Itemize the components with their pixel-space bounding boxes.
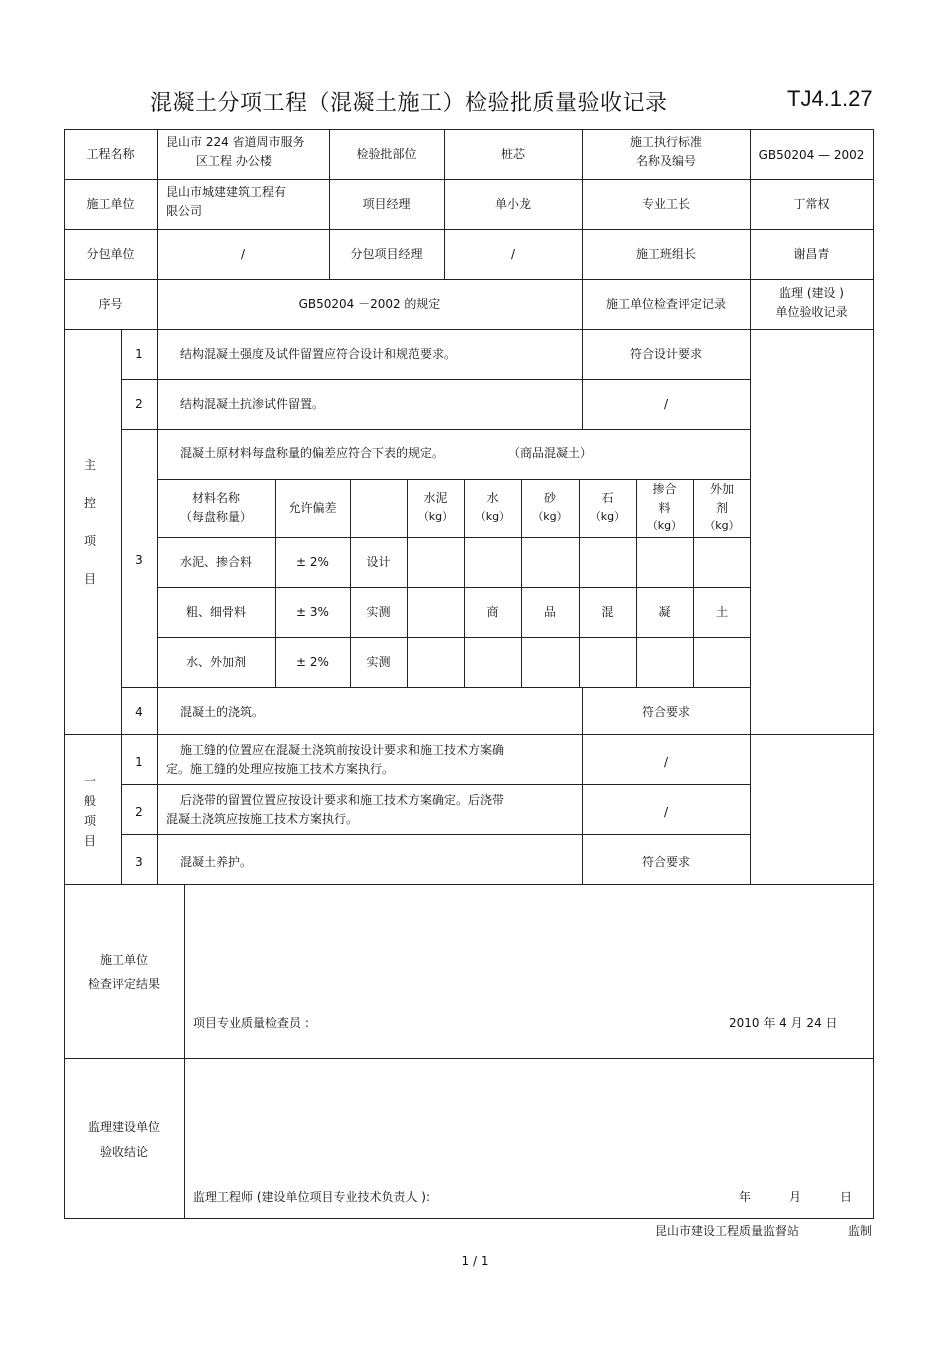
inspection-part-label: 检验批部位 bbox=[356, 147, 417, 161]
row1-name: 水泥、掺合料 bbox=[179, 555, 252, 569]
main-items-label-3: 项 bbox=[83, 534, 96, 548]
standard-label-line2: 名称及编号 bbox=[635, 154, 696, 168]
main-item1-no: 1 bbox=[135, 347, 143, 361]
supervisor-year: 年 bbox=[739, 1190, 752, 1204]
main-item3-no: 3 bbox=[135, 553, 143, 567]
general-item3-text: 混凝土养护。 bbox=[180, 855, 253, 869]
document-title: 混凝土分项工程（混凝土施工）检验批质量验收记录 bbox=[150, 91, 668, 116]
general-item2-result: / bbox=[663, 805, 669, 819]
col-material-line2: （每盘称量） bbox=[179, 510, 252, 524]
general-item1-no: 1 bbox=[135, 755, 143, 769]
row3-kind: 实测 bbox=[366, 655, 391, 669]
main-item2-no: 2 bbox=[135, 397, 143, 411]
subcontractor-label: 分包单位 bbox=[86, 247, 135, 261]
standard-value: GB50204 — 2002 bbox=[758, 148, 865, 162]
contractor-result-date: 2010 年 4 月 24 日 bbox=[729, 1016, 838, 1030]
row2-val-stone: 混 bbox=[601, 605, 614, 619]
contractor-result-label-line1: 施工单位 bbox=[99, 953, 148, 967]
general-items-label-1: 一 bbox=[83, 774, 96, 788]
general-items-label-2: 般 bbox=[83, 794, 96, 808]
main-item4-result: 符合要求 bbox=[641, 705, 690, 719]
main-item1-text: 结构混凝土强度及试件留置应符合设计和规范要求。 bbox=[180, 347, 457, 361]
supervision-station: 昆山市建设工程质量监督站 bbox=[655, 1224, 800, 1238]
general-item2-line2: 混凝土浇筑应按施工技术方案执行。 bbox=[166, 812, 359, 826]
supervision-label-line2: 单位验收记录 bbox=[775, 305, 848, 319]
pm-value: 单小龙 bbox=[494, 197, 531, 211]
project-name-line1: 昆山市 224 省道周市服务 bbox=[166, 135, 305, 149]
col-tolerance: 允许偏差 bbox=[288, 501, 337, 515]
sub-pm-value: / bbox=[510, 247, 516, 261]
page-number: 1 / 1 bbox=[461, 1254, 489, 1268]
row2-tol: ± 3% bbox=[296, 605, 329, 619]
general-item2-line1: 后浇带的留置位置应按设计要求和施工技术方案确定。后浇带 bbox=[180, 793, 505, 807]
contractor-result-label-line2: 检查评定结果 bbox=[87, 977, 160, 991]
row2-val-sand: 品 bbox=[543, 605, 556, 619]
supervising-engineer-label: 监理工程师 (建设单位项目专业技术负责人 ): bbox=[193, 1190, 431, 1204]
standard-label-line1: 施工执行标准 bbox=[629, 135, 702, 149]
general-item3-result: 符合要求 bbox=[641, 855, 690, 869]
inspection-part: 桩芯 bbox=[500, 147, 525, 161]
contractor-label: 施工单位 bbox=[86, 197, 135, 211]
row2-val-additive: 土 bbox=[715, 605, 728, 619]
pm-label: 项目经理 bbox=[362, 197, 411, 211]
check-record-label: 施工单位检查评定记录 bbox=[605, 297, 726, 311]
main-items-label-1: 主 bbox=[83, 458, 96, 472]
general-items-label-3: 项 bbox=[83, 814, 96, 828]
team-leader-value: 谢昌青 bbox=[793, 247, 830, 261]
row1-tol: ± 2% bbox=[296, 555, 329, 569]
row2-kind: 实测 bbox=[366, 605, 391, 619]
main-item3-note: （商品混凝土） bbox=[508, 446, 593, 460]
row3-name: 水、外加剂 bbox=[185, 655, 246, 669]
row2-name: 粗、细骨料 bbox=[185, 605, 246, 619]
main-item2-text: 结构混凝土抗渗试件留置。 bbox=[180, 397, 325, 411]
form-code: TJ4.1.27 bbox=[787, 86, 873, 111]
col-sand: 砂 bbox=[543, 491, 556, 505]
project-name-label: 工程名称 bbox=[86, 147, 135, 161]
general-items-label-4: 目 bbox=[83, 834, 96, 848]
row2-val-water: 商 bbox=[486, 605, 499, 619]
general-item1-line2: 定。施工缝的处理应按施工技术方案执行。 bbox=[166, 762, 395, 776]
made-by: 监制 bbox=[848, 1224, 873, 1238]
main-item4-no: 4 bbox=[135, 705, 143, 719]
col-sand-unit: （kg） bbox=[532, 510, 568, 523]
row3-tol: ± 2% bbox=[296, 655, 329, 669]
col-water: 水 bbox=[486, 491, 499, 505]
contractor-line1: 昆山市城建建筑工程有 bbox=[166, 185, 287, 199]
general-item1-line1: 施工缝的位置应在混凝土浇筑前按设计要求和施工技术方案确 bbox=[180, 743, 505, 757]
col-additive-line1: 外加 bbox=[709, 482, 734, 496]
supervisor-month: 月 bbox=[789, 1190, 802, 1204]
supervisor-result-label-line2: 验收结论 bbox=[99, 1145, 148, 1159]
general-item1-result: / bbox=[663, 755, 669, 769]
col-stone: 石 bbox=[601, 491, 614, 505]
foreman-value: 丁常权 bbox=[793, 197, 830, 211]
row2-val-admix: 凝 bbox=[658, 605, 671, 619]
general-item2-no: 2 bbox=[135, 805, 143, 819]
main-item1-result: 符合设计要求 bbox=[629, 347, 702, 361]
col-stone-unit: （kg） bbox=[589, 510, 626, 523]
regulation-label: GB50204 －2002 的规定 bbox=[298, 297, 441, 311]
col-cement: 水泥 bbox=[423, 491, 448, 505]
contractor-line2: 限公司 bbox=[166, 204, 203, 218]
col-additive-line2: 剂 bbox=[715, 501, 728, 515]
foreman-label: 专业工长 bbox=[641, 197, 690, 211]
col-material-line1: 材料名称 bbox=[191, 491, 240, 505]
main-items-label-2: 控 bbox=[83, 496, 96, 510]
col-cement-unit: （kg） bbox=[417, 510, 454, 523]
main-item3-text: 混凝土原材料每盘称量的偏差应符合下表的规定。 bbox=[180, 446, 445, 460]
seq-label: 序号 bbox=[98, 297, 123, 311]
project-name-line2: 区工程 办公楼 bbox=[196, 154, 272, 168]
sub-pm-label: 分包项目经理 bbox=[350, 247, 423, 261]
subcontractor-value: / bbox=[240, 247, 246, 261]
col-admix-unit: （kg） bbox=[646, 519, 683, 532]
supervision-label-line1: 监理 (建设 ) bbox=[779, 286, 844, 300]
supervisor-result-label-line1: 监理建设单位 bbox=[87, 1120, 160, 1134]
general-item3-no: 3 bbox=[135, 855, 143, 869]
main-item2-result: / bbox=[663, 397, 669, 411]
main-item4-text: 混凝土的浇筑。 bbox=[180, 705, 265, 719]
row1-kind: 设计 bbox=[366, 555, 391, 569]
col-additive-unit: （kg） bbox=[704, 519, 740, 532]
quality-inspector-label: 项目专业质量检查员 : bbox=[193, 1016, 309, 1030]
col-admix-line1: 掺合 bbox=[652, 482, 677, 496]
supervisor-day: 日 bbox=[840, 1190, 853, 1204]
main-items-label-4: 目 bbox=[83, 572, 96, 586]
col-admix-line2: 料 bbox=[658, 501, 671, 515]
team-leader-label: 施工班组长 bbox=[635, 247, 696, 261]
col-water-unit: （kg） bbox=[474, 510, 511, 523]
